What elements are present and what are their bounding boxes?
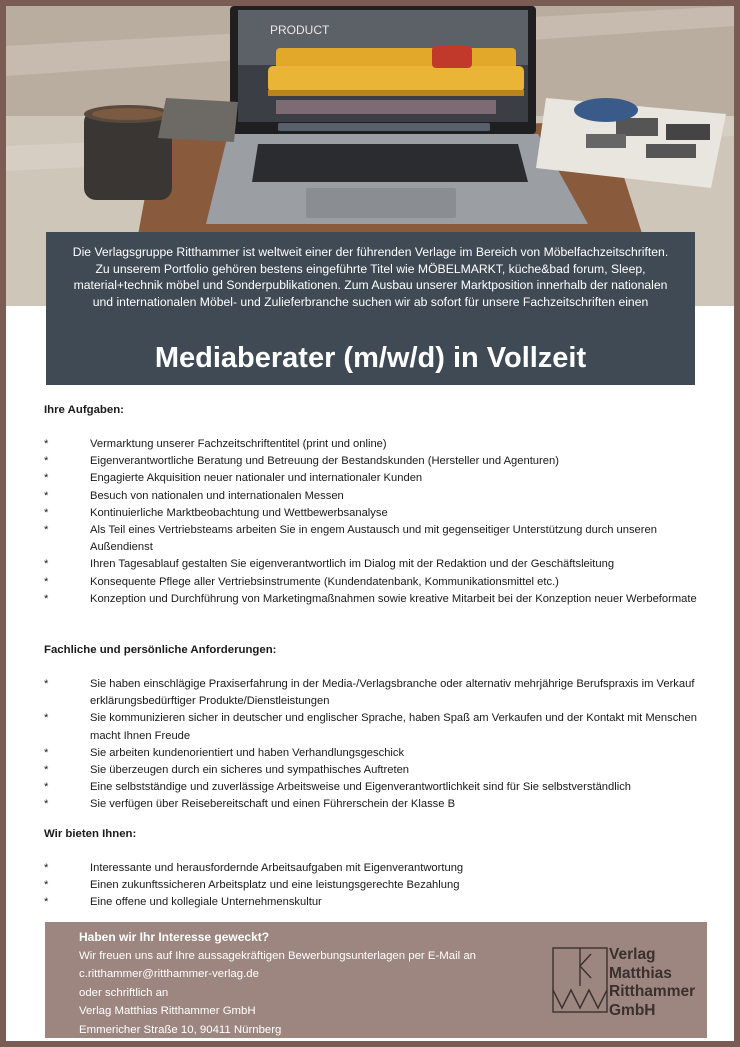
list-item-text: Sie arbeiten kundenorientiert und haben Verhandlungsgeschick [90,746,405,759]
intro-text: Die Verlagsgruppe Ritthammer ist weltweit einer der führenden Verlage im Bereich von Möbelfachzeitschriften. Zu unserem Portfolio gehören bestens eingeführte Titel wie MÖBELMARKT, küche&bad forum, Sleep, material+technik möbel und Sonderpublikationen. Zum Ausbau unserer Marktposition innerhalb der nationalen und internationalen Möbel- und Zulieferbranche suchen wir ab sofort für unsere Fachzeitschriften einen [72,245,669,309]
list-item-text: Einen zukunftssicheren Arbeitsplatz und eine leistungsgerechte Bezahlung [90,879,460,892]
laptop-icon [230,6,536,142]
logo-line: Ritthammer [609,983,696,1000]
list-item-text: Kontinuierliche Marktbeobachtung und Wettbewerbsanalyse [90,506,388,519]
bullet-icon: * [44,896,49,909]
list-item-text: Sie verfügen über Reisebereitschaft und einen Führerschein der Klasse B [90,798,456,811]
company-address: Emmericher Straße 10, 90411 Nürnberg [79,1023,282,1036]
list-item-text: Sie haben einschlägige Praxiserfahrung in der Media-/Verlagsbranche oder alternativ mehrjährige Berufspraxis im Verkauf erklärungsbedürftiger Produkte/Dienstleistungen [90,678,695,708]
bullet-icon: * [44,455,49,468]
bullet-icon: * [44,879,49,892]
logo-line: GmbH [609,1001,656,1019]
list-item-text: Als Teil eines Vertriebsteams arbeiten Sie in engem Austausch und mit gegenseitiger Unterstützung durch unseren Außendienst [90,524,657,554]
list-item-text: Sie kommunizieren sicher in deutscher und englischer Sprache, haben Spaß am Verkaufen und der Kontakt mit Menschen macht Ihnen Freude [90,712,697,742]
bullet-icon: * [44,764,49,777]
contact-heading: Haben wir Ihr Interesse geweckt? [79,930,270,944]
list-item [44,522,704,556]
list-item-text: Eine offene und kollegiale Unternehmenskultur [90,896,322,909]
contact-footer [45,922,707,1038]
bullet-icon: * [44,472,49,485]
requirements-list [44,676,704,814]
list-item [44,453,704,470]
tasks-list [44,436,704,608]
company-name: Verlag Matthias Ritthammer GmbH [79,1005,256,1018]
bullet-icon: * [44,558,49,571]
sofa-icon [268,46,524,96]
intro-box [46,232,695,385]
list-item [44,796,704,813]
bullet-icon: * [44,524,49,537]
keyboard [252,144,528,182]
bullet-icon: * [44,678,49,690]
bullet-icon: * [44,781,49,794]
screen-label: PRODUCT [270,23,330,37]
list-item-text: Sie überzeugen durch ein sicheres und sympathisches Auftreten [90,764,410,777]
list-item [44,779,704,796]
contact-line: oder schriftlich an [79,986,169,999]
list-item [44,574,704,591]
list-item-text: Konsequente Pflege aller Vertriebsinstrumente (Kundendatenbank, Kommunikationsmittel etc.) [90,575,559,588]
list-item [44,591,704,608]
bullet-icon: * [44,798,49,811]
offer-list [44,860,704,912]
logo-text [609,946,695,1020]
list-item [44,470,704,487]
publisher-logo [545,946,695,1026]
list-item [44,745,704,762]
list-item-text: Eine selbstständige und zuverlässige Arbeitsweise und Eigenverantwortlichkeit sind für Sie selbstverständlich [90,781,632,794]
requirements-heading: Fachliche und persönliche Anforderungen: [44,644,277,656]
list-item-text: Engagierte Akquisition neuer nationaler und internationaler Kunden [90,472,423,485]
list-item [44,488,704,505]
contact-text [79,928,539,1040]
coffee-cup-icon [84,105,172,200]
bullet-icon: * [44,438,49,450]
list-item [44,877,704,894]
logo-line: Verlag [609,946,656,963]
bullet-icon: * [44,862,49,874]
list-item [44,676,704,710]
logo-line: Matthias [609,964,672,982]
offer-heading: Wir bieten Ihnen: [44,828,137,840]
bullet-icon: * [44,575,49,588]
bullet-icon: * [44,592,49,605]
list-item [44,860,704,877]
tasks-heading: Ihre Aufgaben: [44,404,124,416]
bullet-icon: * [44,712,49,725]
bullet-icon: * [44,506,49,519]
trackpad [306,188,456,218]
job-title: Mediaberater (m/w/d) in Vollzeit [154,342,587,374]
list-item [44,762,704,779]
list-item [44,556,704,573]
logo-mark-icon [551,946,611,1016]
list-item-text: Interessante und herausfordernde Arbeitsaufgaben mit Eigenverantwortung [90,862,464,874]
list-item-text: Vermarktung unserer Fachzeitschriftentitel (print und online) [90,438,387,450]
list-item [44,505,704,522]
list-item [44,894,704,911]
bullet-icon: * [44,746,49,759]
list-item-text: Ihren Tagesablauf gestalten Sie eigenverantwortlich im Dialog mit der Redaktion und der Geschäftsleitung [90,558,615,571]
list-item-text: Konzeption und Durchführung von Marketingmaßnahmen sowie kreative Mitarbeit bei der Konzeption neuer Werbeformate [90,592,697,605]
contact-line: Wir freuen uns auf Ihre aussagekräftigen Bewerbungsunterlagen per E-Mail an [79,949,476,962]
bullet-icon: * [44,489,49,502]
contact-email-link[interactable]: c.ritthammer@ritthammer-verlag.de [79,968,259,981]
list-item-text: Eigenverantwortliche Beratung und Betreuung der Bestandskunden (Hersteller und Agenturen) [90,455,559,468]
list-item [44,436,704,453]
list-item-text: Besuch von nationalen und internationalen Messen [90,489,344,502]
list-item [44,710,704,744]
